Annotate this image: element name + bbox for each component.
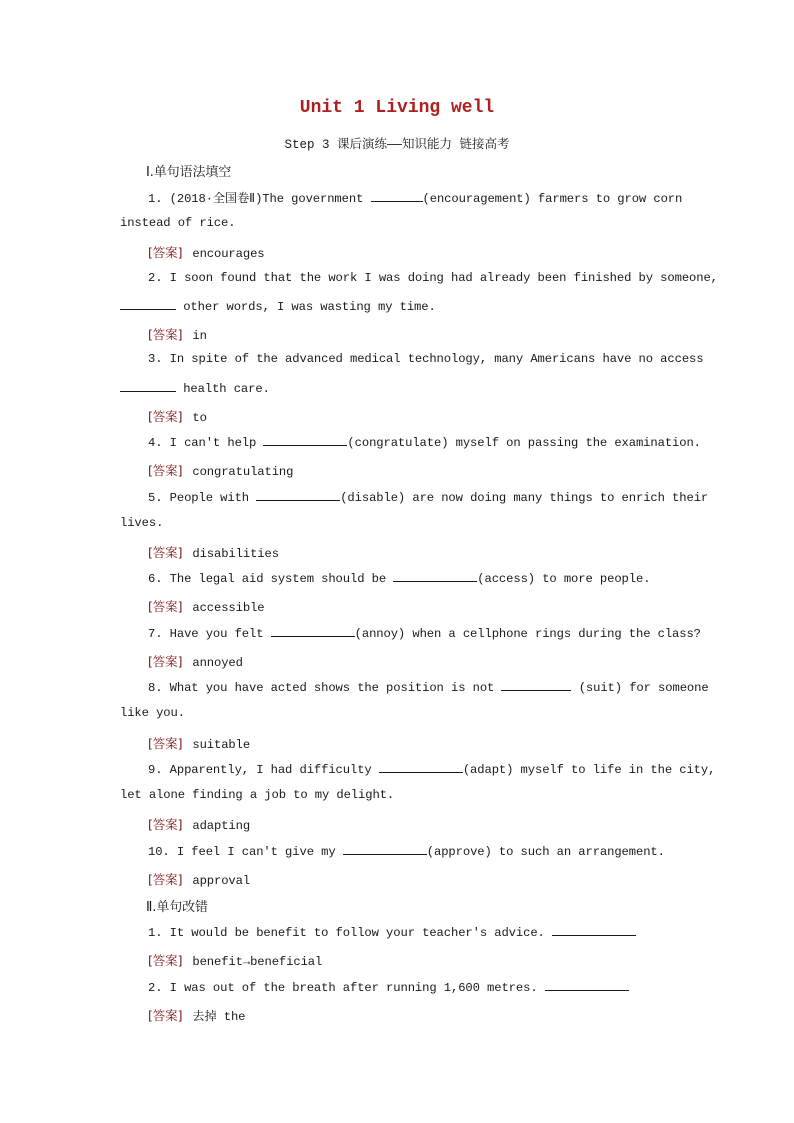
answer-4: [答案] congratulating bbox=[148, 463, 294, 479]
answer-1: [答案] encourages bbox=[148, 245, 265, 261]
question-4: 4. I can't help (congratulate) myself on passing the examination. bbox=[148, 436, 701, 450]
answer-blank bbox=[120, 380, 176, 392]
answer-blank bbox=[256, 489, 340, 501]
question-5: 5. People with (disable) are now doing many things to enrich their bbox=[148, 491, 709, 505]
answer-blank bbox=[120, 298, 176, 310]
answer-2: [答案] in bbox=[148, 327, 207, 343]
question-2-cont: other words, I was wasting my time. bbox=[120, 298, 680, 314]
document-title: Unit 1 Living well bbox=[299, 98, 495, 118]
question-10: 10. I feel I can't give my (approve) to such an arrangement. bbox=[148, 845, 665, 859]
answer-9: [答案] adapting bbox=[148, 817, 251, 833]
question-9: 9. Apparently, I had difficulty (adapt) myself to life in the city, bbox=[148, 763, 716, 777]
question-5-cont: lives. bbox=[120, 516, 164, 530]
answer-blank bbox=[379, 761, 463, 773]
answer-blank bbox=[552, 924, 636, 936]
answer-8: [答案] suitable bbox=[148, 736, 251, 752]
correction-question-2: 2. I was out of the breath after running 1,600 metres. bbox=[148, 979, 708, 995]
question-6: 6. The legal aid system should be (access) to more people. bbox=[148, 572, 651, 586]
section-heading-grammar: Ⅰ.单句语法填空 bbox=[146, 165, 232, 180]
answer-7: [答案] annoyed bbox=[148, 654, 243, 670]
question-3-cont: health care. bbox=[120, 380, 680, 396]
answer-blank bbox=[393, 570, 477, 582]
answer-blank bbox=[271, 625, 355, 637]
correction-question-1: 1. It would be benefit to follow your teacher's advice. bbox=[148, 924, 708, 940]
answer-blank bbox=[545, 979, 629, 991]
answer-blank bbox=[263, 434, 347, 446]
correction-answer-2: [答案] 去掉 the bbox=[148, 1008, 246, 1024]
question-8: 8. What you have acted shows the position is not (suit) for someone bbox=[148, 681, 709, 695]
question-2: 2. I soon found that the work I was doing had already been finished by someone, bbox=[148, 271, 718, 285]
question-1: 1. (2018·全国卷Ⅱ)The government (encouragement) farmers to grow corn bbox=[148, 192, 683, 206]
document-subtitle: Step 3 课后演练——知识能力 链接高考 bbox=[284, 138, 510, 152]
answer-5: [答案] disabilities bbox=[148, 545, 279, 561]
question-7: 7. Have you felt (annoy) when a cellphone rings during the class? bbox=[148, 627, 701, 641]
answer-3: [答案] to bbox=[148, 409, 207, 425]
question-3: 3. In spite of the advanced medical technology, many Americans have no access bbox=[148, 352, 704, 366]
answer-blank bbox=[371, 190, 423, 202]
answer-10: [答案] approval bbox=[148, 872, 251, 888]
section-heading-correction: Ⅱ.单句改错 bbox=[146, 900, 208, 915]
question-1-cont: instead of rice. bbox=[120, 216, 236, 230]
correction-answer-1: [答案] benefit→beneficial bbox=[148, 953, 323, 969]
question-9-cont: let alone finding a job to my delight. bbox=[120, 788, 395, 802]
question-8-cont: like you. bbox=[120, 706, 185, 720]
answer-blank bbox=[501, 679, 571, 691]
answer-blank bbox=[343, 843, 427, 855]
answer-6: [答案] accessible bbox=[148, 599, 265, 615]
